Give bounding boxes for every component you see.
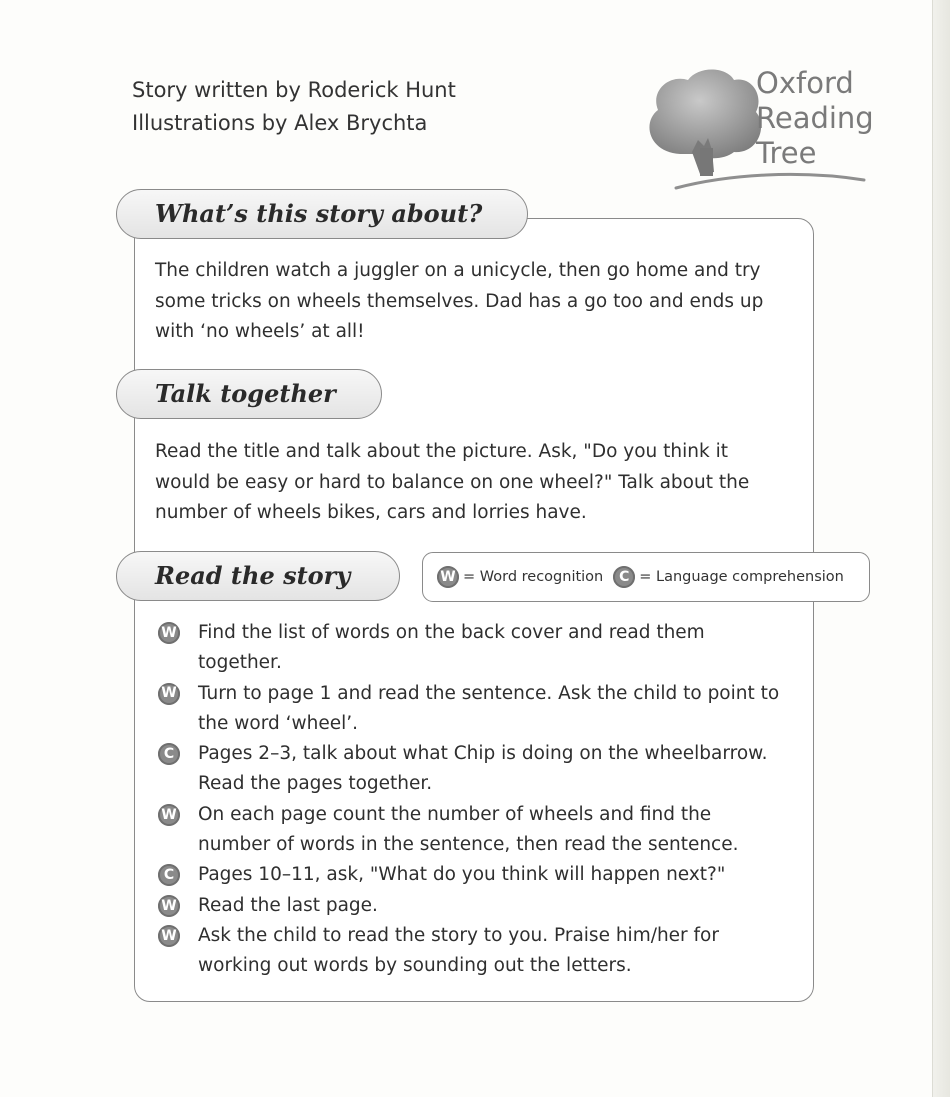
- list-item: [158, 739, 808, 800]
- language-comprehension-icon: C: [158, 743, 180, 765]
- step-line: together.: [198, 652, 282, 674]
- about-line: with ‘no wheels’ at all!: [155, 321, 365, 342]
- talk-line: Read the title and talk about the picture. Ask, "Do you think it: [155, 441, 728, 462]
- word-recognition-icon: W: [437, 566, 459, 588]
- badge-key: [422, 552, 870, 602]
- word-recognition-icon: W: [158, 925, 180, 947]
- list-item: [158, 891, 808, 921]
- logo-reading: Reading: [756, 101, 874, 135]
- about-paragraph: [155, 256, 795, 348]
- step-line: Pages 2–3, talk about what Chip is doing on the wheelbarrow.: [198, 743, 768, 765]
- step-line: Read the pages together.: [198, 773, 433, 795]
- step-line: Find the list of words on the back cover and read them: [198, 622, 705, 643]
- step-line: On each page count the number of wheels and find the: [198, 803, 712, 825]
- heading-talk-together: Talk together: [116, 369, 382, 419]
- step-line: Turn to page 1 and read the sentence. Ask the child to point to: [198, 682, 780, 704]
- heading-whats-this-story-about: What’s this story about?: [116, 189, 528, 239]
- credits: [132, 74, 456, 140]
- logo-oxford: Oxford: [756, 66, 854, 100]
- step-line: working out words by sounding out the letters.: [198, 955, 632, 977]
- logo-wordmark: [756, 66, 874, 171]
- author-credit: Story written by Roderick Hunt: [132, 78, 456, 102]
- reading-steps: [158, 618, 808, 982]
- step-line: the word ‘wheel’.: [198, 712, 358, 734]
- talk-paragraph: [155, 437, 795, 529]
- illustrator-credit: Illustrations by Alex Brychta: [132, 111, 428, 135]
- language-comprehension-label: = Language comprehension: [639, 569, 844, 585]
- logo-tree: Tree: [756, 136, 817, 170]
- list-item: [158, 800, 808, 861]
- word-recognition-icon: W: [158, 622, 180, 644]
- about-line: The children watch a juggler on a unicycle, then go home and try: [155, 260, 761, 281]
- language-comprehension-icon: C: [613, 566, 635, 588]
- word-recognition-icon: W: [158, 804, 180, 826]
- heading-read-the-story: Read the story: [116, 551, 400, 601]
- list-item: [158, 618, 808, 679]
- list-item: [158, 921, 808, 982]
- step-line: number of words in the sentence, then read the sentence.: [198, 834, 739, 856]
- step-line: Read the last page.: [198, 894, 378, 916]
- page-edge: [932, 0, 950, 1097]
- list-item: [158, 679, 808, 740]
- list-item: [158, 860, 808, 890]
- about-line: some tricks on wheels themselves. Dad has a go too and ends up: [155, 290, 764, 312]
- word-recognition-icon: W: [158, 895, 180, 917]
- step-line: Ask the child to read the story to you. Praise him/her for: [198, 924, 719, 946]
- word-recognition-label: = Word recognition: [463, 569, 604, 585]
- word-recognition-icon: W: [158, 683, 180, 705]
- talk-line: would be easy or hard to balance on one wheel?" Talk about the: [155, 471, 750, 493]
- language-comprehension-icon: C: [158, 864, 180, 886]
- talk-line: number of wheels bikes, cars and lorries have.: [155, 502, 587, 523]
- step-line: Pages 10–11, ask, "What do you think will happen next?": [198, 864, 726, 886]
- oxford-reading-tree-logo: [640, 62, 880, 194]
